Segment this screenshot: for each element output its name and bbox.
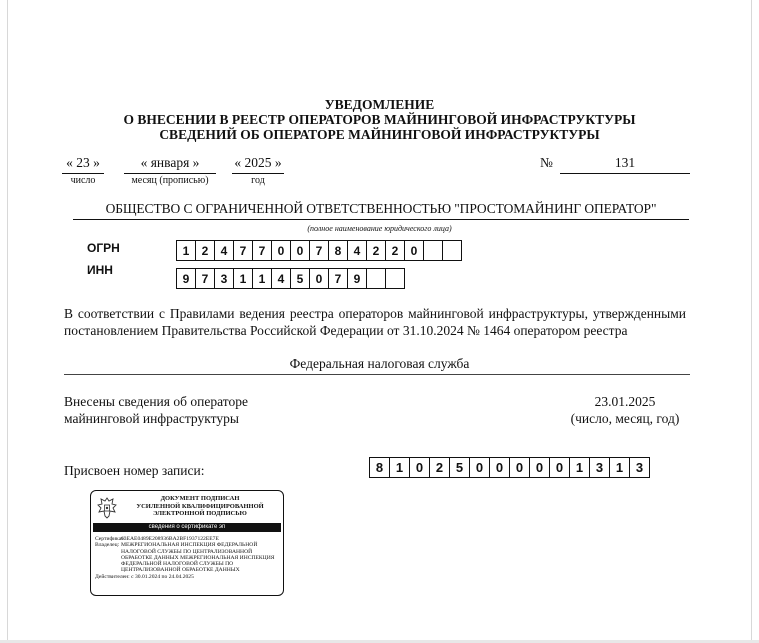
record-digit-cell: 0: [509, 457, 530, 478]
ogrn-digit-cell: 0: [290, 240, 310, 261]
record-digit-cell: 0: [469, 457, 490, 478]
record-digit-cell: 0: [549, 457, 570, 478]
title-line-2: О ВНЕСЕНИИ В РЕЕСТР ОПЕРАТОРОВ МАЙНИНГОВОЙ ИНФРАСТРУКТУРЫ: [123, 112, 636, 127]
inn-cells: [176, 268, 405, 289]
electronic-signature-stamp: [90, 490, 284, 596]
entered-line-2: майнинговой инфраструктуры: [64, 411, 239, 426]
title-line-1: УВЕДОМЛЕНИЕ: [324, 97, 435, 112]
inn-digit-cell: 1: [233, 268, 253, 289]
month-value: « января »: [124, 155, 216, 174]
year-value: « 2025 »: [232, 155, 284, 174]
stamp-validity: Действителен: с 30.01.2024 по 24.04.2025: [95, 573, 194, 580]
stamp-cert-label: Сертификат:: [95, 536, 126, 542]
ogrn-digit-cell: 7: [252, 240, 272, 261]
stamp-cert-value: 63EAE0489E208936BA2BF1937122EE7E: [121, 536, 219, 542]
stamp-owner-value: МЕЖРЕГИОНАЛЬНАЯ ИНСПЕКЦИЯ ФЕДЕРАЛЬНОЙ НАЛОГОВОЙ СЛУЖБЫ ПО ЦЕНТРАЛИЗОВАННОЙ ОБРАБОТКЕ ДАННЫХ МЕЖРЕГИОНАЛЬНАЯ ИНСПЕКЦИЯ ФЕДЕРАЛЬНОЙ НАЛОГОВОЙ СЛУЖБЫ ПО ЦЕНТРАЛИЗОВАННОЙ ОБРАБОТКЕ ДАННЫХ: [121, 542, 275, 574]
service-name: Федеральная налоговая служба: [289, 356, 470, 371]
entered-line-1: Внесены сведения об операторе: [64, 394, 248, 409]
number-sign: №: [540, 155, 553, 170]
year-field: [232, 155, 284, 186]
inn-digit-cell: 1: [252, 268, 272, 289]
ogrn-cells: [176, 240, 462, 261]
entered-date-caption: (число, месяц, год): [570, 411, 680, 426]
stamp-certificate-bar: сведения о сертификате эп: [93, 523, 281, 532]
record-digit-cell: 2: [429, 457, 450, 478]
stamp-details: [95, 536, 280, 580]
entered-date-block: [560, 393, 690, 427]
ogrn-digit-cell: [423, 240, 443, 261]
day-caption: число: [70, 175, 96, 186]
ogrn-digit-cell: 2: [366, 240, 386, 261]
record-digit-cell: 8: [369, 457, 390, 478]
organization-caption: (полное наименование юридического лица): [307, 224, 452, 233]
ogrn-digit-cell: [442, 240, 462, 261]
stamp-owner-row: [95, 542, 280, 573]
record-digit-cell: 1: [609, 457, 630, 478]
stamp-head-1: ДОКУМЕНТ ПОДПИСАН: [160, 495, 240, 502]
entered-date: 23.01.2025: [594, 394, 656, 409]
legal-paragraph: В соответствии с Правилами ведения реестра операторов майнинговой инфраструктуры, утвержденными постановлением Правительства Российской Федерации от 31.10.2024 № 1464 оператором реестра: [64, 306, 686, 338]
inn-digit-cell: [385, 268, 405, 289]
ogrn-digit-cell: 2: [385, 240, 405, 261]
separator-line: [64, 374, 690, 375]
inn-digit-cell: 0: [309, 268, 329, 289]
record-digit-cell: 3: [629, 457, 650, 478]
record-digit-cell: 1: [569, 457, 590, 478]
ogrn-digit-cell: 7: [233, 240, 253, 261]
inn-digit-cell: 3: [214, 268, 234, 289]
inn-digit-cell: 7: [328, 268, 348, 289]
inn-digit-cell: 7: [195, 268, 215, 289]
organization-name: ОБЩЕСТВО С ОГРАНИЧЕННОЙ ОТВЕТСТВЕННОСТЬЮ "ПРОСТОМАЙНИНГ ОПЕРАТОР": [73, 201, 689, 220]
inn-label: ИНН: [87, 263, 113, 277]
day-value: « 23 »: [62, 155, 104, 174]
month-caption: месяц (прописью): [131, 175, 209, 186]
ogrn-digit-cell: 1: [176, 240, 196, 261]
inn-digit-cell: 9: [176, 268, 196, 289]
inn-digit-cell: 4: [271, 268, 291, 289]
date-row: [62, 155, 692, 189]
ogrn-label: ОГРН: [87, 241, 120, 255]
title-line-3: СВЕДЕНИЙ ОБ ОПЕРАТОРЕ МАЙНИНГОВОЙ ИНФРАСТРУКТУРЫ: [159, 127, 600, 142]
record-digit-cell: 0: [409, 457, 430, 478]
document-title: [0, 97, 759, 142]
month-field: [124, 155, 216, 186]
ogrn-digit-cell: 4: [347, 240, 367, 261]
ogrn-digit-cell: 7: [309, 240, 329, 261]
ogrn-digit-cell: 0: [404, 240, 424, 261]
notice-number: 131: [560, 155, 690, 174]
entered-text: [64, 393, 248, 427]
inn-digit-cell: 5: [290, 268, 310, 289]
ogrn-digit-cell: 2: [195, 240, 215, 261]
stamp-owner-label: Владелец:: [95, 542, 120, 549]
stamp-head-3: ЭЛЕКТРОННОЙ ПОДПИСЬЮ: [153, 510, 247, 517]
record-number-cells: [369, 457, 650, 478]
record-digit-cell: 3: [589, 457, 610, 478]
stamp-heading: [121, 495, 279, 518]
ogrn-digit-cell: 4: [214, 240, 234, 261]
record-digit-cell: 1: [389, 457, 410, 478]
inn-digit-cell: [366, 268, 386, 289]
ogrn-digit-cell: 0: [271, 240, 291, 261]
year-caption: год: [251, 175, 265, 186]
record-number-label: Присвоен номер записи:: [64, 463, 205, 478]
coat-of-arms-icon: [96, 496, 118, 520]
ogrn-digit-cell: 8: [328, 240, 348, 261]
record-digit-cell: 5: [449, 457, 470, 478]
record-digit-cell: 0: [489, 457, 510, 478]
record-digit-cell: 0: [529, 457, 550, 478]
stamp-head-2: УСИЛЕННОЙ КВАЛИФИЦИРОВАННОЙ: [136, 502, 264, 510]
inn-digit-cell: 9: [347, 268, 367, 289]
day-field: [62, 155, 104, 186]
